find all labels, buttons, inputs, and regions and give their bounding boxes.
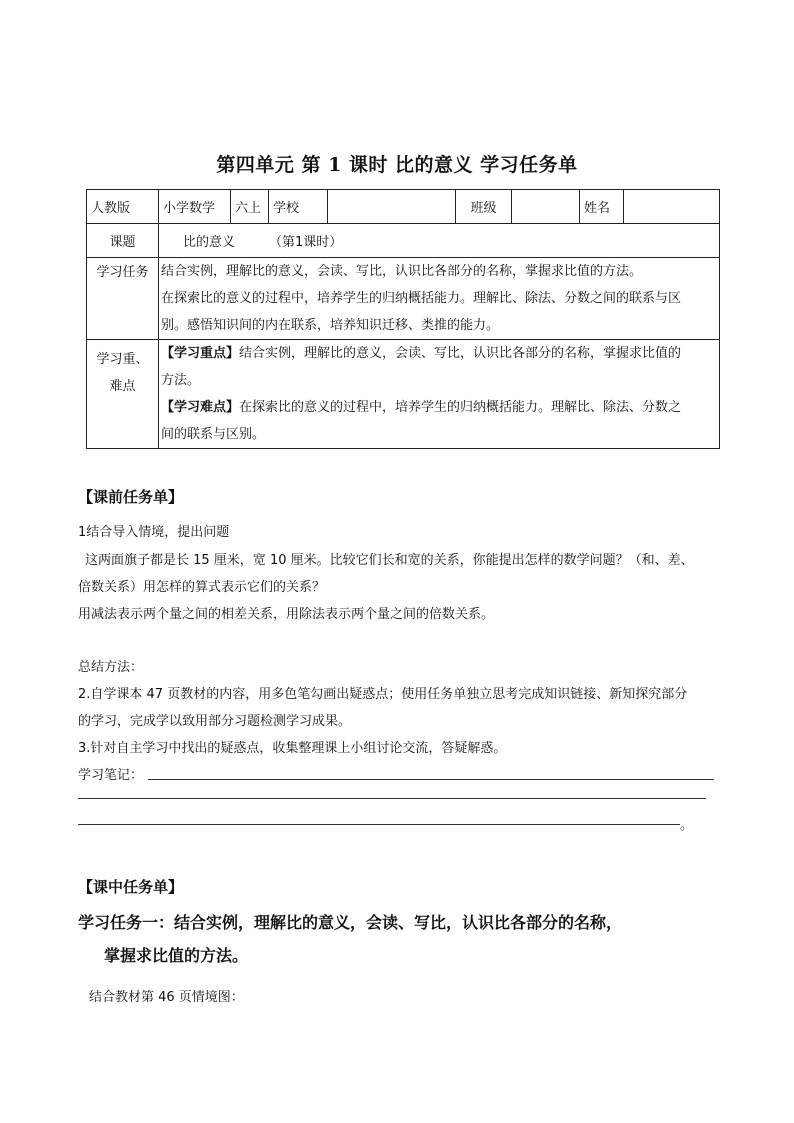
- pre-item-2-line-2: 的学习，完成学以致用部分习题检测学习成果。: [78, 714, 352, 729]
- topic-value: 比的意义: [183, 235, 236, 250]
- key-point-line: [161, 340, 717, 367]
- focus-cell: [159, 340, 720, 449]
- difficulty-line-2: 间的联系与区别。: [161, 427, 266, 442]
- class-label: 班级: [456, 190, 512, 224]
- notes-line-1[interactable]: [148, 779, 714, 780]
- page-title: 第四单元 第 1 课时 比的意义 学习任务单: [216, 154, 578, 176]
- notes-label: 学习笔记：: [78, 768, 144, 783]
- pre-item-3: 3.针对自主学习中找出的疑惑点，收集整理课上小组讨论交流，答疑解惑。: [78, 741, 507, 756]
- task-1-line-2: 掌握求比值的方法。: [104, 946, 249, 965]
- class-field[interactable]: [512, 190, 580, 224]
- key-point-tag: 【学习重点】: [161, 346, 240, 361]
- topic-label: 课题: [87, 224, 159, 258]
- key-point-text: 结合实例，理解比的意义，会读、写比，认识比各部分的名称，掌握求比值的: [239, 346, 682, 361]
- focus-label-cell: [87, 340, 159, 449]
- pre-item-1: 1结合导入情境，提出问题: [78, 525, 230, 540]
- publisher-cell: 人教版: [87, 190, 159, 224]
- focus-label-1: 学习重、: [96, 352, 149, 367]
- school-field[interactable]: [328, 190, 456, 224]
- notes-end-mark: 。: [680, 818, 694, 833]
- key-point-line-2: 方法。: [161, 373, 201, 388]
- tasks-line: 别。感悟知识间的内在联系，培养知识迁移、类推的能力。: [161, 318, 500, 333]
- scene-reference: 结合教材第 46 页情境图：: [89, 990, 244, 1005]
- info-table: [86, 189, 720, 449]
- tasks-cell: [159, 258, 720, 340]
- pre-item-1-answer: 用减法表示两个量之间的相差关系，用除法表示两个量之间的倍数关系。: [78, 607, 495, 622]
- difficulty-text: 在探索比的意义的过程中，培养学生的归纳概括能力。理解比、除法、分数之: [239, 400, 682, 415]
- tasks-label: 学习任务: [87, 258, 159, 340]
- name-label: 姓名: [580, 190, 624, 224]
- focus-label-2: 难点: [109, 379, 136, 394]
- grade-cell: 六上: [231, 190, 269, 224]
- name-field[interactable]: [624, 190, 720, 224]
- summary-label: 总结方法：: [78, 660, 144, 675]
- school-label: 学校: [269, 190, 328, 224]
- difficulty-tag: 【学习难点】: [161, 400, 240, 415]
- pre-item-1-text-2: 倍数关系）用怎样的算式表示它们的关系？: [78, 580, 326, 595]
- subject-cell: 小学数学: [159, 190, 231, 224]
- difficulty-line: [161, 394, 717, 421]
- topic-value-cell: [159, 224, 720, 258]
- pre-class-heading: 【课前任务单】: [78, 488, 184, 506]
- pre-item-2-line-1: 2.自学课本 47 页教材的内容，用多色笔勾画出疑惑点；使用任务单独立思考完成知识链接、新知探究部分: [78, 687, 688, 702]
- notes-line-3[interactable]: [78, 824, 680, 825]
- topic-period: （第1课时）: [269, 235, 343, 250]
- notes-line-2[interactable]: [78, 798, 706, 799]
- pre-item-1-text-1: 这两面旗子都是长 15 厘米，宽 10 厘米。比较它们长和宽的关系，你能提出怎样的数学问题？（和、差、: [85, 553, 694, 568]
- in-class-heading: 【课中任务单】: [78, 878, 184, 896]
- task-1-line-1: 学习任务一：结合实例，理解比的意义，会读、写比，认识比各部分的名称，: [78, 913, 623, 932]
- tasks-line: 结合实例，理解比的意义，会读、写比，认识比各部分的名称，掌握求比值的方法。: [161, 264, 643, 279]
- tasks-line: 在探索比的意义的过程中，培养学生的归纳概括能力。理解比、除法、分数之间的联系与区: [161, 291, 682, 306]
